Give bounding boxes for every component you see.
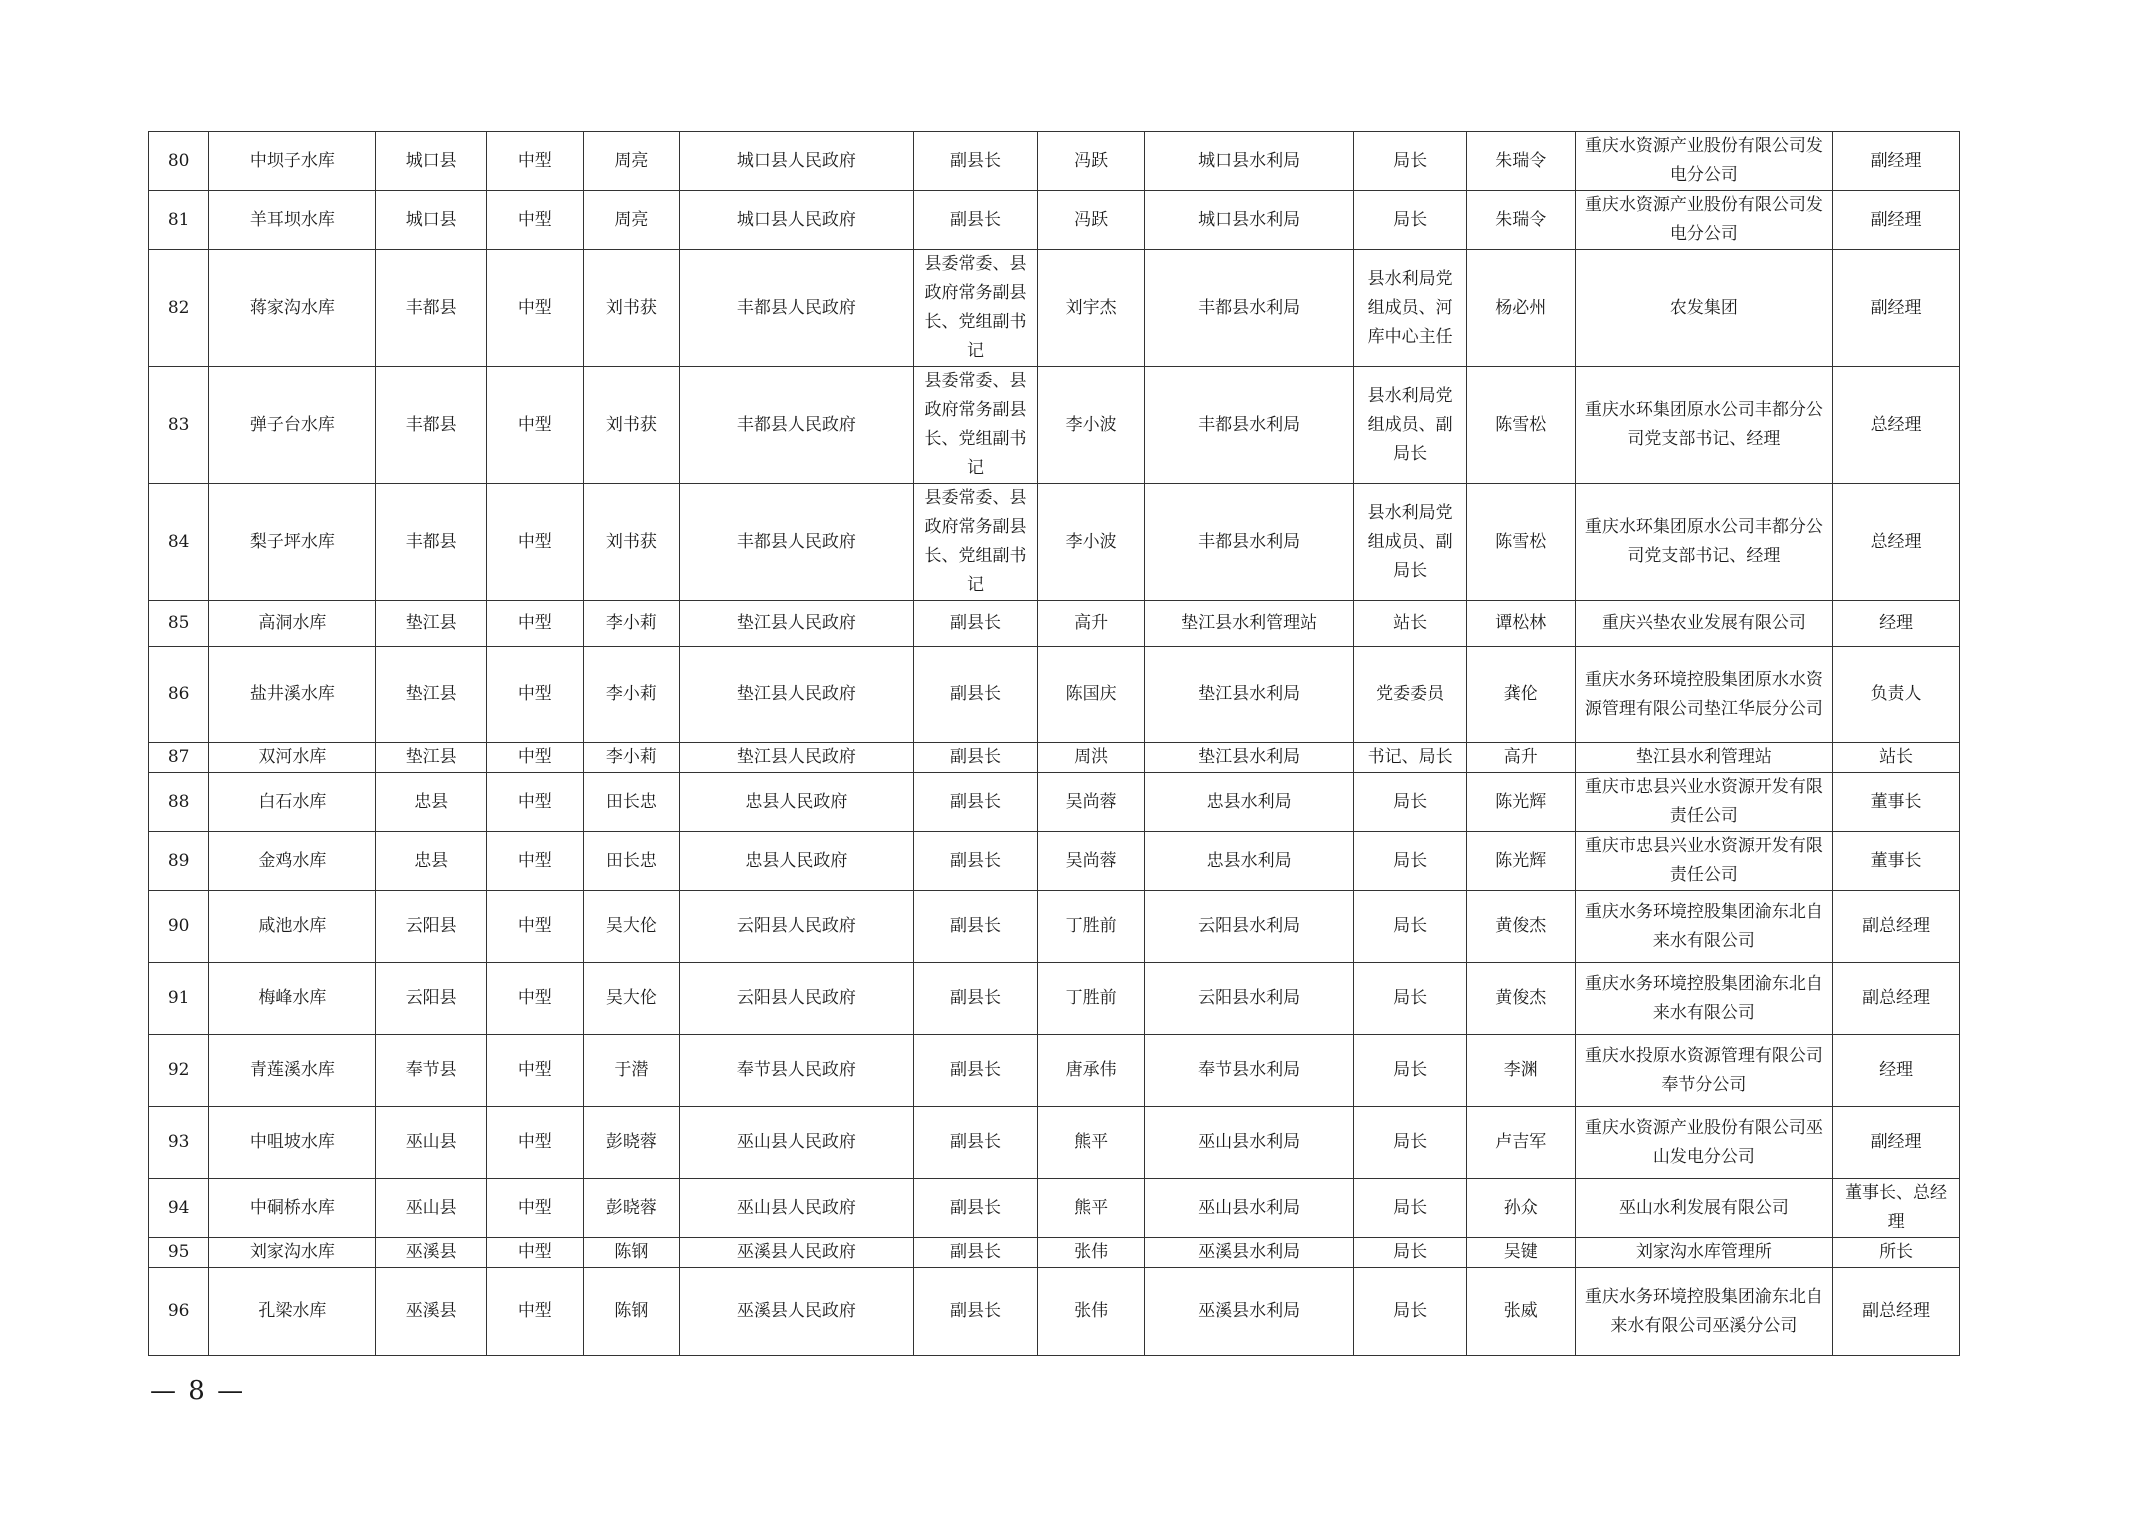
manager-person: 卢吉军 (1466, 1107, 1575, 1179)
row-number: 81 (149, 191, 209, 250)
reservoir-name: 梅峰水库 (209, 963, 376, 1035)
gov-organization: 城口县人民政府 (680, 132, 913, 191)
reservoir-type: 中型 (487, 891, 584, 963)
manager-organization: 重庆水资源产业股份有限公司发电分公司 (1575, 191, 1833, 250)
dept-organization: 丰都县水利局 (1144, 484, 1353, 601)
row-number: 85 (149, 601, 209, 647)
manager-person: 杨必州 (1466, 250, 1575, 367)
table-row (149, 1107, 1960, 1179)
row-number: 86 (149, 647, 209, 743)
county: 城口县 (376, 132, 487, 191)
manager-person: 黄俊杰 (1466, 891, 1575, 963)
dept-title: 局长 (1354, 1035, 1467, 1107)
manager-person: 高升 (1466, 743, 1575, 773)
gov-responsible-person: 吴大伦 (583, 963, 680, 1035)
manager-title: 副经理 (1833, 1107, 1960, 1179)
table-row (149, 743, 1960, 773)
dept-title: 局长 (1354, 1268, 1467, 1356)
gov-organization: 忠县人民政府 (680, 773, 913, 832)
gov-organization: 奉节县人民政府 (680, 1035, 913, 1107)
county: 奉节县 (376, 1035, 487, 1107)
reservoir-type: 中型 (487, 132, 584, 191)
gov-title: 副县长 (913, 1107, 1038, 1179)
manager-person: 张威 (1466, 1268, 1575, 1356)
manager-organization: 重庆兴垫农业发展有限公司 (1575, 601, 1833, 647)
table-body (149, 132, 1960, 1356)
dept-organization: 忠县水利局 (1144, 832, 1353, 891)
dept-title: 局长 (1354, 191, 1467, 250)
county: 丰都县 (376, 367, 487, 484)
gov-organization: 丰都县人民政府 (680, 484, 913, 601)
gov-organization: 云阳县人民政府 (680, 963, 913, 1035)
table-row (149, 891, 1960, 963)
county: 巫山县 (376, 1107, 487, 1179)
manager-organization: 垫江县水利管理站 (1575, 743, 1833, 773)
dept-organization: 城口县水利局 (1144, 132, 1353, 191)
dept-title: 局长 (1354, 773, 1467, 832)
gov-responsible-person: 于潜 (583, 1035, 680, 1107)
gov-organization: 巫山县人民政府 (680, 1107, 913, 1179)
row-number: 91 (149, 963, 209, 1035)
gov-responsible-person: 陈钢 (583, 1238, 680, 1268)
dept-responsible-person: 丁胜前 (1038, 963, 1145, 1035)
dept-responsible-person: 刘宇杰 (1038, 250, 1145, 367)
reservoir-name: 青莲溪水库 (209, 1035, 376, 1107)
table-row (149, 773, 1960, 832)
reservoir-type: 中型 (487, 1107, 584, 1179)
dept-title: 县水利局党组成员、副局长 (1354, 367, 1467, 484)
gov-title: 县委常委、县政府常务副县长、党组副书记 (913, 250, 1038, 367)
gov-organization: 垫江县人民政府 (680, 647, 913, 743)
reservoir-type: 中型 (487, 832, 584, 891)
reservoir-type: 中型 (487, 367, 584, 484)
gov-title: 副县长 (913, 891, 1038, 963)
row-number: 82 (149, 250, 209, 367)
dept-organization: 云阳县水利局 (1144, 891, 1353, 963)
gov-title: 副县长 (913, 1179, 1038, 1238)
county: 巫溪县 (376, 1268, 487, 1356)
gov-responsible-person: 刘书获 (583, 367, 680, 484)
gov-organization: 云阳县人民政府 (680, 891, 913, 963)
county: 垫江县 (376, 647, 487, 743)
dept-title: 书记、局长 (1354, 743, 1467, 773)
reservoir-name: 刘家沟水库 (209, 1238, 376, 1268)
row-number: 84 (149, 484, 209, 601)
reservoir-type: 中型 (487, 601, 584, 647)
manager-title: 副经理 (1833, 132, 1960, 191)
dept-responsible-person: 冯跃 (1038, 191, 1145, 250)
dept-title: 局长 (1354, 963, 1467, 1035)
gov-responsible-person: 李小莉 (583, 601, 680, 647)
table-row (149, 132, 1960, 191)
reservoir-name: 羊耳坝水库 (209, 191, 376, 250)
reservoir-type: 中型 (487, 743, 584, 773)
manager-person: 朱瑞令 (1466, 132, 1575, 191)
manager-organization: 农发集团 (1575, 250, 1833, 367)
manager-title: 董事长 (1833, 832, 1960, 891)
gov-responsible-person: 彭晓蓉 (583, 1107, 680, 1179)
reservoir-type: 中型 (487, 250, 584, 367)
row-number: 96 (149, 1268, 209, 1356)
county: 忠县 (376, 832, 487, 891)
manager-person: 陈雪松 (1466, 484, 1575, 601)
reservoir-name: 中坝子水库 (209, 132, 376, 191)
gov-organization: 巫溪县人民政府 (680, 1268, 913, 1356)
gov-responsible-person: 刘书获 (583, 484, 680, 601)
dept-responsible-person: 唐承伟 (1038, 1035, 1145, 1107)
gov-organization: 巫山县人民政府 (680, 1179, 913, 1238)
gov-organization: 丰都县人民政府 (680, 367, 913, 484)
table-row (149, 250, 1960, 367)
gov-organization: 巫溪县人民政府 (680, 1238, 913, 1268)
row-number: 90 (149, 891, 209, 963)
dept-responsible-person: 张伟 (1038, 1268, 1145, 1356)
county: 云阳县 (376, 963, 487, 1035)
dept-responsible-person: 吴尚蓉 (1038, 832, 1145, 891)
dept-organization: 巫溪县水利局 (1144, 1238, 1353, 1268)
manager-person: 朱瑞令 (1466, 191, 1575, 250)
dept-responsible-person: 周洪 (1038, 743, 1145, 773)
gov-title: 副县长 (913, 1238, 1038, 1268)
dept-title: 局长 (1354, 1238, 1467, 1268)
table-row (149, 1268, 1960, 1356)
dept-responsible-person: 吴尚蓉 (1038, 773, 1145, 832)
manager-person: 陈光辉 (1466, 832, 1575, 891)
manager-person: 黄俊杰 (1466, 963, 1575, 1035)
county: 垫江县 (376, 601, 487, 647)
dept-organization: 云阳县水利局 (1144, 963, 1353, 1035)
manager-title: 副总经理 (1833, 891, 1960, 963)
table-row (149, 1035, 1960, 1107)
manager-title: 负责人 (1833, 647, 1960, 743)
reservoir-type: 中型 (487, 963, 584, 1035)
manager-organization: 重庆水资源产业股份有限公司巫山发电分公司 (1575, 1107, 1833, 1179)
reservoir-name: 金鸡水库 (209, 832, 376, 891)
gov-title: 副县长 (913, 773, 1038, 832)
dept-organization: 垫江县水利局 (1144, 743, 1353, 773)
dept-responsible-person: 张伟 (1038, 1238, 1145, 1268)
dept-organization: 垫江县水利管理站 (1144, 601, 1353, 647)
dept-organization: 巫溪县水利局 (1144, 1268, 1353, 1356)
reservoir-name: 孔梁水库 (209, 1268, 376, 1356)
dept-title: 局长 (1354, 832, 1467, 891)
reservoir-name: 中咀坡水库 (209, 1107, 376, 1179)
gov-organization: 城口县人民政府 (680, 191, 913, 250)
dept-responsible-person: 熊平 (1038, 1179, 1145, 1238)
county: 巫溪县 (376, 1238, 487, 1268)
manager-organization: 巫山水利发展有限公司 (1575, 1179, 1833, 1238)
table-row (149, 367, 1960, 484)
dept-responsible-person: 李小波 (1038, 484, 1145, 601)
gov-title: 副县长 (913, 601, 1038, 647)
county: 城口县 (376, 191, 487, 250)
manager-title: 站长 (1833, 743, 1960, 773)
row-number: 87 (149, 743, 209, 773)
gov-responsible-person: 吴大伦 (583, 891, 680, 963)
dept-title: 局长 (1354, 1179, 1467, 1238)
dept-responsible-person: 熊平 (1038, 1107, 1145, 1179)
dept-organization: 巫山县水利局 (1144, 1179, 1353, 1238)
dept-organization: 垫江县水利局 (1144, 647, 1353, 743)
dept-responsible-person: 李小波 (1038, 367, 1145, 484)
reservoir-type: 中型 (487, 191, 584, 250)
manager-title: 副总经理 (1833, 963, 1960, 1035)
gov-title: 副县长 (913, 963, 1038, 1035)
gov-title: 副县长 (913, 1268, 1038, 1356)
dept-title: 县水利局党组成员、河库中心主任 (1354, 250, 1467, 367)
gov-responsible-person: 田长忠 (583, 832, 680, 891)
dept-title: 党委委员 (1354, 647, 1467, 743)
gov-title: 副县长 (913, 647, 1038, 743)
table-row (149, 1179, 1960, 1238)
manager-title: 经理 (1833, 601, 1960, 647)
manager-title: 经理 (1833, 1035, 1960, 1107)
manager-title: 副经理 (1833, 191, 1960, 250)
row-number: 88 (149, 773, 209, 832)
county: 云阳县 (376, 891, 487, 963)
page-number: — 8 — (150, 1376, 246, 1406)
county: 丰都县 (376, 484, 487, 601)
gov-title: 副县长 (913, 832, 1038, 891)
table-row (149, 191, 1960, 250)
manager-person: 陈光辉 (1466, 773, 1575, 832)
reservoir-type: 中型 (487, 1179, 584, 1238)
dept-organization: 奉节县水利局 (1144, 1035, 1353, 1107)
gov-responsible-person: 周亮 (583, 191, 680, 250)
reservoir-name: 梨子坪水库 (209, 484, 376, 601)
reservoir-name: 双河水库 (209, 743, 376, 773)
manager-organization: 刘家沟水库管理所 (1575, 1238, 1833, 1268)
manager-organization: 重庆水资源产业股份有限公司发电分公司 (1575, 132, 1833, 191)
table-row (149, 647, 1960, 743)
manager-person: 陈雪松 (1466, 367, 1575, 484)
dept-organization: 丰都县水利局 (1144, 367, 1353, 484)
dept-organization: 城口县水利局 (1144, 191, 1353, 250)
reservoir-responsibility-table (148, 131, 1960, 1356)
manager-organization: 重庆水务环境控股集团原水水资源管理有限公司垫江华辰分公司 (1575, 647, 1833, 743)
dept-responsible-person: 冯跃 (1038, 132, 1145, 191)
manager-person: 孙众 (1466, 1179, 1575, 1238)
manager-title: 董事长 (1833, 773, 1960, 832)
table-row (149, 601, 1960, 647)
dept-organization: 巫山县水利局 (1144, 1107, 1353, 1179)
dept-title: 县水利局党组成员、副局长 (1354, 484, 1467, 601)
manager-title: 董事长、总经理 (1833, 1179, 1960, 1238)
gov-title: 副县长 (913, 743, 1038, 773)
gov-organization: 忠县人民政府 (680, 832, 913, 891)
manager-person: 吴键 (1466, 1238, 1575, 1268)
gov-organization: 丰都县人民政府 (680, 250, 913, 367)
gov-organization: 垫江县人民政府 (680, 743, 913, 773)
manager-organization: 重庆市忠县兴业水资源开发有限责任公司 (1575, 832, 1833, 891)
dept-title: 局长 (1354, 891, 1467, 963)
gov-title: 县委常委、县政府常务副县长、党组副书记 (913, 484, 1038, 601)
gov-organization: 垫江县人民政府 (680, 601, 913, 647)
table-row (149, 1238, 1960, 1268)
gov-responsible-person: 田长忠 (583, 773, 680, 832)
reservoir-type: 中型 (487, 773, 584, 832)
reservoir-type: 中型 (487, 1268, 584, 1356)
gov-responsible-person: 李小莉 (583, 743, 680, 773)
manager-organization: 重庆水环集团原水公司丰都分公司党支部书记、经理 (1575, 484, 1833, 601)
gov-responsible-person: 周亮 (583, 132, 680, 191)
manager-title: 副经理 (1833, 250, 1960, 367)
row-number: 93 (149, 1107, 209, 1179)
county: 垫江县 (376, 743, 487, 773)
manager-person: 谭松林 (1466, 601, 1575, 647)
reservoir-name: 弹子台水库 (209, 367, 376, 484)
reservoir-name: 中硐桥水库 (209, 1179, 376, 1238)
reservoir-type: 中型 (487, 1238, 584, 1268)
dept-organization: 忠县水利局 (1144, 773, 1353, 832)
row-number: 83 (149, 367, 209, 484)
row-number: 95 (149, 1238, 209, 1268)
county: 丰都县 (376, 250, 487, 367)
manager-organization: 重庆水务环境控股集团渝东北自来水有限公司 (1575, 963, 1833, 1035)
manager-person: 龚伦 (1466, 647, 1575, 743)
gov-title: 副县长 (913, 191, 1038, 250)
county: 忠县 (376, 773, 487, 832)
manager-organization: 重庆水务环境控股集团渝东北自来水有限公司巫溪分公司 (1575, 1268, 1833, 1356)
manager-title: 副总经理 (1833, 1268, 1960, 1356)
manager-organization: 重庆水投原水资源管理有限公司奉节分公司 (1575, 1035, 1833, 1107)
manager-organization: 重庆水环集团原水公司丰都分公司党支部书记、经理 (1575, 367, 1833, 484)
dept-title: 局长 (1354, 132, 1467, 191)
gov-title: 县委常委、县政府常务副县长、党组副书记 (913, 367, 1038, 484)
reservoir-name: 高洞水库 (209, 601, 376, 647)
dept-responsible-person: 丁胜前 (1038, 891, 1145, 963)
gov-responsible-person: 刘书获 (583, 250, 680, 367)
table-row (149, 484, 1960, 601)
manager-person: 李渊 (1466, 1035, 1575, 1107)
manager-title: 所长 (1833, 1238, 1960, 1268)
row-number: 92 (149, 1035, 209, 1107)
reservoir-name: 白石水库 (209, 773, 376, 832)
reservoir-name: 盐井溪水库 (209, 647, 376, 743)
manager-title: 总经理 (1833, 484, 1960, 601)
gov-title: 副县长 (913, 132, 1038, 191)
reservoir-name: 咸池水库 (209, 891, 376, 963)
reservoir-type: 中型 (487, 484, 584, 601)
manager-organization: 重庆水务环境控股集团渝东北自来水有限公司 (1575, 891, 1833, 963)
reservoir-type: 中型 (487, 647, 584, 743)
table-row (149, 963, 1960, 1035)
manager-organization: 重庆市忠县兴业水资源开发有限责任公司 (1575, 773, 1833, 832)
dept-organization: 丰都县水利局 (1144, 250, 1353, 367)
gov-title: 副县长 (913, 1035, 1038, 1107)
row-number: 80 (149, 132, 209, 191)
gov-responsible-person: 彭晓蓉 (583, 1179, 680, 1238)
reservoir-name: 蒋家沟水库 (209, 250, 376, 367)
row-number: 89 (149, 832, 209, 891)
dept-title: 站长 (1354, 601, 1467, 647)
manager-title: 总经理 (1833, 367, 1960, 484)
county: 巫山县 (376, 1179, 487, 1238)
gov-responsible-person: 陈钢 (583, 1268, 680, 1356)
gov-responsible-person: 李小莉 (583, 647, 680, 743)
row-number: 94 (149, 1179, 209, 1238)
table-row (149, 832, 1960, 891)
dept-title: 局长 (1354, 1107, 1467, 1179)
dept-responsible-person: 高升 (1038, 601, 1145, 647)
reservoir-type: 中型 (487, 1035, 584, 1107)
dept-responsible-person: 陈国庆 (1038, 647, 1145, 743)
